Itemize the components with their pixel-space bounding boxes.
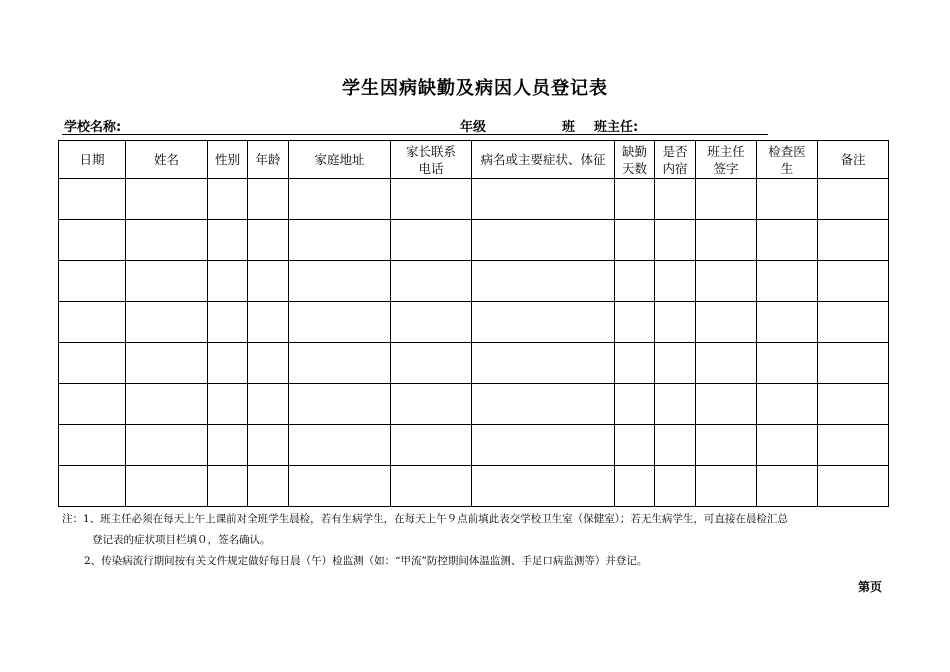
column-header-line: 性别 — [214, 152, 240, 167]
table-cell[interactable] — [615, 179, 655, 220]
column-header — [615, 141, 655, 179]
table-row — [59, 384, 889, 425]
table-cell[interactable] — [391, 220, 472, 261]
column-header — [248, 141, 289, 179]
table-cell[interactable] — [289, 179, 391, 220]
table-cell[interactable] — [391, 384, 472, 425]
table-cell[interactable] — [818, 261, 889, 302]
table-cell[interactable] — [472, 343, 615, 384]
table-body — [59, 179, 889, 507]
table-cell[interactable] — [248, 220, 289, 261]
table-cell[interactable] — [126, 261, 208, 302]
table-row — [59, 220, 889, 261]
table-cell[interactable] — [655, 384, 696, 425]
table-cell[interactable] — [248, 343, 289, 384]
column-header-line: 年龄 — [255, 152, 281, 167]
table-cell[interactable] — [818, 425, 889, 466]
table-cell[interactable] — [126, 384, 208, 425]
table-cell[interactable] — [696, 179, 757, 220]
table-cell[interactable] — [655, 466, 696, 507]
column-header-line: 家庭地址 — [314, 152, 365, 167]
column-header-line: 签字 — [713, 160, 739, 176]
table-cell[interactable] — [655, 261, 696, 302]
table-cell[interactable] — [696, 343, 757, 384]
table-cell[interactable] — [757, 466, 818, 507]
note-line-3: 2、传染病流行期间按有关文件规定做好每日晨（午）检监测（如：“甲流”防控期间体温监测、手足口病监测等）并登记。 — [84, 555, 648, 567]
register-table — [58, 140, 889, 507]
table-cell[interactable] — [615, 302, 655, 343]
table-cell[interactable] — [208, 179, 248, 220]
table-cell[interactable] — [655, 220, 696, 261]
table-cell[interactable] — [818, 343, 889, 384]
column-header-line: 生 — [780, 160, 794, 176]
table-cell[interactable] — [696, 384, 757, 425]
notes-block — [62, 509, 892, 572]
column-header — [472, 141, 615, 179]
table-cell[interactable] — [289, 343, 391, 384]
table-cell[interactable] — [615, 261, 655, 302]
column-header — [696, 141, 757, 179]
table-cell[interactable] — [248, 466, 289, 507]
column-header-line: 天数 — [621, 160, 647, 176]
head-teacher-label: 班主任: — [594, 120, 639, 135]
table-row — [59, 466, 889, 507]
table-row — [59, 179, 889, 220]
table-cell[interactable] — [289, 302, 391, 343]
table-cell[interactable] — [655, 302, 696, 343]
column-header — [289, 141, 391, 179]
table-cell[interactable] — [289, 261, 391, 302]
table-cell[interactable] — [208, 343, 248, 384]
column-header-line: 检查医 — [768, 143, 806, 159]
column-header-line: 病名或主要症状、体征 — [480, 152, 606, 167]
grade-label: 年级 — [460, 120, 487, 135]
table-cell[interactable] — [289, 466, 391, 507]
table-cell[interactable] — [59, 179, 126, 220]
column-header-line: 是否 — [662, 143, 688, 159]
table-cell[interactable] — [655, 343, 696, 384]
table-cell[interactable] — [696, 220, 757, 261]
table-cell[interactable] — [248, 425, 289, 466]
column-header-line: 班主任 — [707, 143, 745, 159]
table-cell[interactable] — [757, 343, 818, 384]
table-cell[interactable] — [818, 384, 889, 425]
table-cell[interactable] — [59, 220, 126, 261]
table-cell[interactable] — [615, 425, 655, 466]
table-cell[interactable] — [757, 384, 818, 425]
table-cell[interactable] — [208, 425, 248, 466]
table-cell[interactable] — [818, 302, 889, 343]
table-cell[interactable] — [472, 425, 615, 466]
table-cell[interactable] — [696, 302, 757, 343]
table-cell[interactable] — [248, 302, 289, 343]
table-cell[interactable] — [126, 179, 208, 220]
table-cell[interactable] — [472, 179, 615, 220]
column-header — [818, 141, 889, 179]
page-number-label: 第页 — [858, 580, 883, 594]
table-cell[interactable] — [126, 343, 208, 384]
table-cell[interactable] — [472, 261, 615, 302]
column-header — [757, 141, 818, 179]
table-cell[interactable] — [59, 302, 126, 343]
column-header — [208, 141, 248, 179]
table-cell[interactable] — [757, 179, 818, 220]
table-cell[interactable] — [391, 343, 472, 384]
table-cell[interactable] — [59, 466, 126, 507]
table-cell[interactable] — [757, 425, 818, 466]
table-cell[interactable] — [126, 466, 208, 507]
table-cell[interactable] — [391, 261, 472, 302]
table-cell[interactable] — [208, 466, 248, 507]
table-row — [59, 302, 889, 343]
column-header-line: 内宿 — [662, 160, 688, 176]
table-cell[interactable] — [818, 220, 889, 261]
note-line-2: 登记表的症状项目栏填０，签名确认。 — [92, 534, 271, 546]
column-header-line: 姓名 — [153, 152, 179, 167]
table-cell[interactable] — [208, 384, 248, 425]
table-cell[interactable] — [126, 302, 208, 343]
table-cell[interactable] — [615, 384, 655, 425]
table-cell[interactable] — [248, 261, 289, 302]
table-cell[interactable] — [289, 425, 391, 466]
school-info-line — [62, 114, 768, 135]
table-cell[interactable] — [696, 425, 757, 466]
class-label: 班 — [562, 120, 576, 135]
column-header-line: 家长联系 — [405, 143, 456, 159]
table-cell[interactable] — [289, 220, 391, 261]
table-row — [59, 343, 889, 384]
table-cell[interactable] — [289, 384, 391, 425]
table-cell[interactable] — [472, 384, 615, 425]
table-header-row — [59, 141, 889, 179]
column-header — [655, 141, 696, 179]
table-cell[interactable] — [655, 179, 696, 220]
column-header-line: 日期 — [79, 152, 105, 167]
table-cell[interactable] — [757, 302, 818, 343]
column-header-line: 电话 — [418, 160, 444, 176]
table-cell[interactable] — [818, 179, 889, 220]
school-name-label: 学校名称: — [64, 120, 122, 135]
table-cell[interactable] — [248, 384, 289, 425]
table-cell[interactable] — [59, 425, 126, 466]
table-cell[interactable] — [391, 179, 472, 220]
table-cell[interactable] — [472, 302, 615, 343]
column-header-line: 缺勤 — [621, 143, 647, 159]
note-line-1: 注：1、班主任必须在每天上午上课前对全班学生晨检，若有生病学生，在每天上午９点前填此表交学校卫生室（保健室）；若无生病学生，可直接在晨检汇总 — [62, 513, 788, 525]
table-cell[interactable] — [248, 179, 289, 220]
table-cell[interactable] — [208, 302, 248, 343]
table-cell[interactable] — [757, 220, 818, 261]
table-cell[interactable] — [59, 261, 126, 302]
page-title: 学生因病缺勤及病因人员登记表 — [342, 78, 608, 99]
column-header — [59, 141, 126, 179]
table-cell[interactable] — [208, 220, 248, 261]
table-cell[interactable] — [615, 220, 655, 261]
table-cell[interactable] — [696, 466, 757, 507]
column-header-line: 备注 — [840, 152, 866, 167]
table-cell[interactable] — [208, 261, 248, 302]
table-cell[interactable] — [472, 466, 615, 507]
table-cell[interactable] — [59, 343, 126, 384]
table-row — [59, 261, 889, 302]
table-cell[interactable] — [696, 261, 757, 302]
table-cell[interactable] — [757, 261, 818, 302]
table-cell[interactable] — [391, 466, 472, 507]
table-cell[interactable] — [126, 425, 208, 466]
table-cell[interactable] — [615, 343, 655, 384]
table-cell[interactable] — [615, 466, 655, 507]
table-cell[interactable] — [59, 384, 126, 425]
table-cell[interactable] — [126, 220, 208, 261]
table-cell[interactable] — [818, 466, 889, 507]
column-header — [126, 141, 208, 179]
table-cell[interactable] — [472, 220, 615, 261]
table-row — [59, 425, 889, 466]
column-header — [391, 141, 472, 179]
table-cell[interactable] — [391, 425, 472, 466]
table-cell[interactable] — [391, 302, 472, 343]
table-cell[interactable] — [655, 425, 696, 466]
